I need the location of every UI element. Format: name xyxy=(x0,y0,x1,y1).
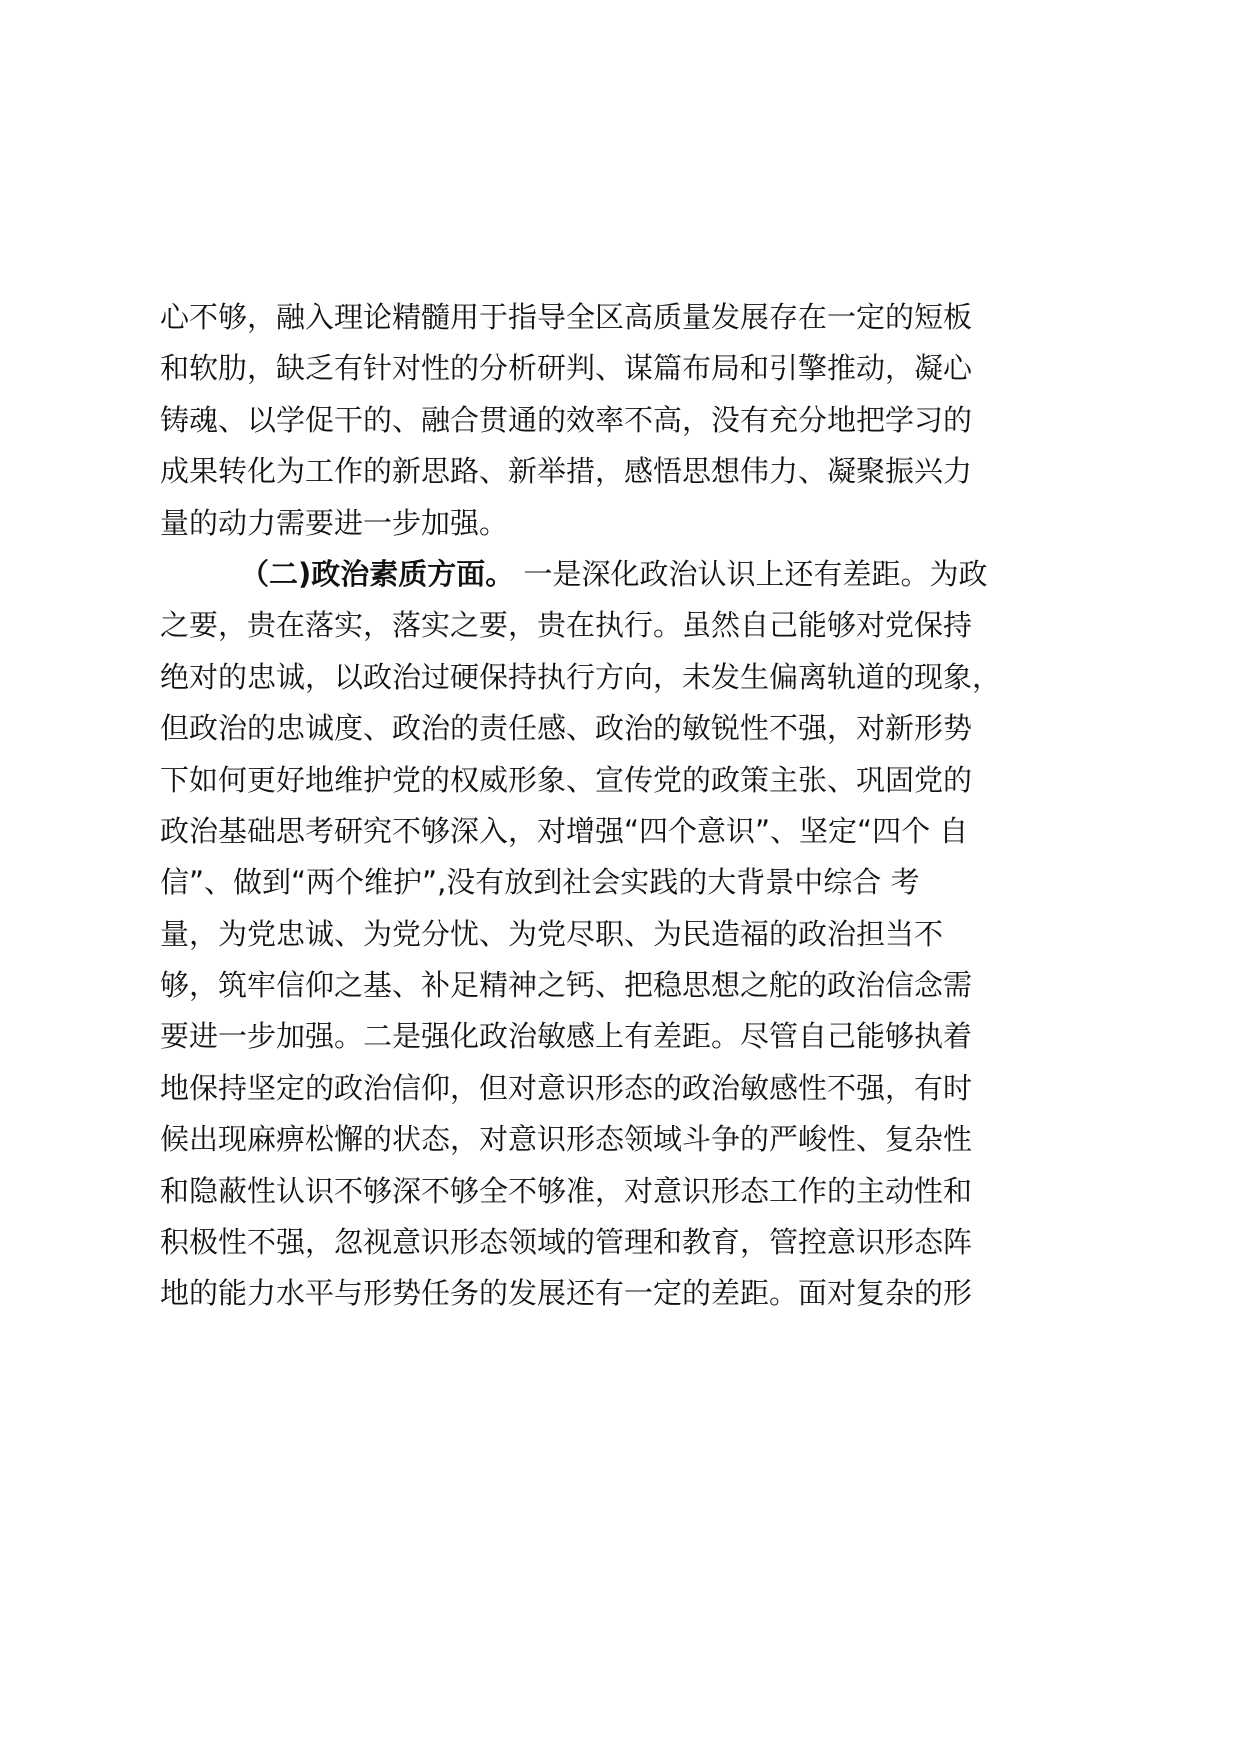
text-line: 政治基础思考研究不够深入，对增强“四个意识”、坚定“四个 自 xyxy=(160,813,969,848)
text-line: 和隐蔽性认识不够深不够全不够准，对意识形态工作的主动性和 xyxy=(160,1173,973,1208)
text-line: 量，为党忠诚、为党分忧、为党尽职、为民造福的政治担当不 xyxy=(160,916,944,951)
text-line: 下如何更好地维护党的权威形象、宣传党的政策主张、巩固党的 xyxy=(160,762,973,797)
text-line: 铸魂、以学促干的、融合贯通的效率不高，没有充分地把学习的 xyxy=(160,402,973,437)
section-heading-rest: 一是深化政治认识上还有差距。为政 xyxy=(514,556,988,591)
text-line: 地保持坚定的政治信仰，但对意识形态的政治敏感性不强，有时 xyxy=(160,1070,973,1105)
text-line: 够，筑牢信仰之基、补足精神之钙、把稳思想之舵的政治信念需 xyxy=(160,968,973,1003)
text-line: 心不够，融入理论精髓用于指导全区高质量发展存在一定的短板 xyxy=(160,300,973,334)
body-text xyxy=(160,292,1120,1320)
text-line: 要进一步加强。二是强化政治敏感上有差距。尽管自己能够执着 xyxy=(160,1019,973,1054)
text-line: 积极性不强，忽视意识形态领域的管理和教育，管控意识形态阵 xyxy=(160,1225,973,1260)
text-line: 绝对的忠诚，以政治过硬保持执行方向，未发生偏离轨道的现象， xyxy=(160,659,1002,694)
text-line: 之要，贵在落实，落实之要，贵在执行。虽然自己能够对党保持 xyxy=(160,608,973,643)
text-line: 候出现麻痹松懈的状态，对意识形态领域斗争的严峻性、复杂性 xyxy=(160,1122,973,1157)
text-line: 量的动力需要进一步加强。 xyxy=(160,505,509,540)
section-heading: （二)政治素质方面。 xyxy=(240,556,515,591)
text-line: 成果转化为工作的新思路、新举措，感悟思想伟力、凝聚振兴力 xyxy=(160,454,973,489)
text-line: 和软肋，缺乏有针对性的分析研判、谋篇布局和引擎推动，凝心 xyxy=(160,351,973,386)
section-heading-line xyxy=(160,549,1120,600)
text-line: 信”、做到“两个维护”,没有放到社会实践的大背景中综合 考 xyxy=(160,865,920,900)
text-line: 地的能力水平与形势任务的发展还有一定的差距。面对复杂的形 xyxy=(160,1276,973,1311)
text-line: 但政治的忠诚度、政治的责任感、政治的敏锐性不强，对新形势 xyxy=(160,711,973,746)
